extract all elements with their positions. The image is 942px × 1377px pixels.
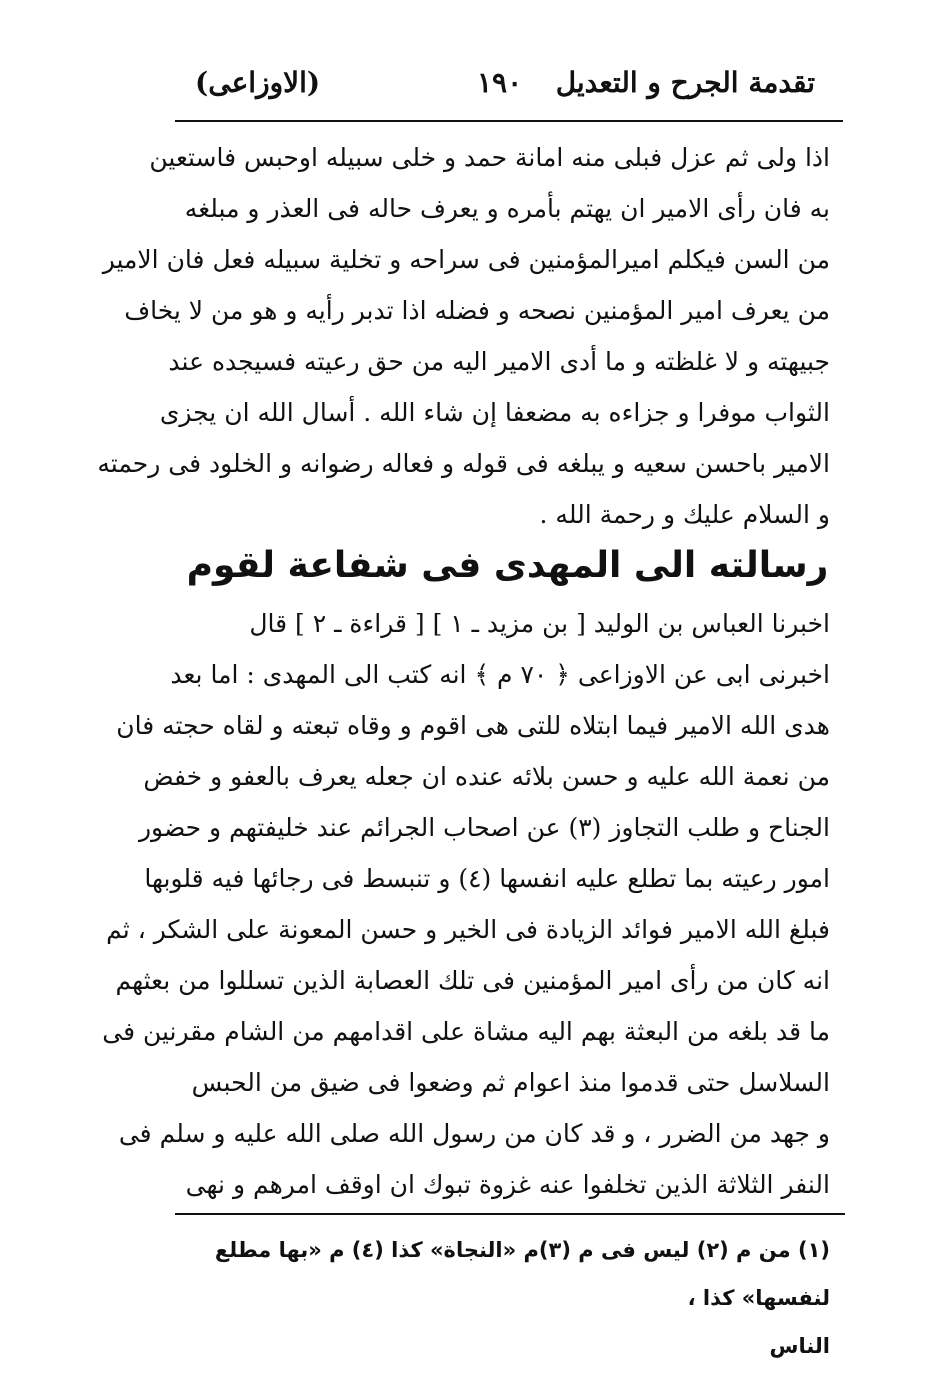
footnote-line: (١) من م (٢) ليس فى م (٣)م «النجاة» كذا (٤) م «بها مطلع لنفسها» كذا ، bbox=[214, 1238, 830, 1310]
footnotes bbox=[185, 1226, 830, 1370]
text-line: اذا ولى ثم عزل فبلى منه امانة حمد و خلى سبيله اوحبس فاستعين bbox=[149, 143, 830, 172]
text-line: السلاسل حتى قدموا منذ اعوام ثم وضعوا فى ضيق من الحبس bbox=[191, 1068, 830, 1097]
text-line: اخبرنى ابى عن الاوزاعى ﴿ ٧٠ م ﴾ انه كتب الى المهدى : اما بعد bbox=[170, 660, 830, 689]
section-heading: رسالته الى المهدى فى شفاعة لقوم bbox=[186, 545, 829, 586]
text-line: و جهد من الضرر ، و قد كان من رسول الله صلى الله عليه و سلم فى bbox=[118, 1119, 830, 1148]
text-line: امور رعيته بما تطلع عليه انفسها (٤) و تنبسط فى رجائها فيه قلوبها bbox=[144, 864, 830, 893]
text-line: به فان رأى الامير ان يهتم بأمره و يعرف حاله فى العذر و مبلغه bbox=[184, 194, 830, 223]
text-line: من يعرف امير المؤمنين نصحه و فضله اذا تدبر رأيه و هو من لا يخاف bbox=[124, 296, 830, 325]
text-line: الجناح و طلب التجاوز (٣) عن اصحاب الجرائم عند خليفتهم و حضور bbox=[138, 813, 830, 842]
header-rule bbox=[175, 120, 843, 122]
text-line: اخبرنا العباس بن الوليد [ بن مزيد ـ ١ ] [ قراءة ـ ٢ ] قال bbox=[249, 609, 830, 638]
section-title: (الاوزاعى) bbox=[195, 66, 321, 99]
footnote-rule bbox=[175, 1213, 845, 1215]
text-line: هدى الله الامير فيما ابتلاه للتى هى اقوم و وقاه تبعته و لقاه حجته فان bbox=[116, 711, 830, 740]
text-line: فبلغ الله الامير فوائد الزيادة فى الخير و حسن المعونة على الشكر ، ثم bbox=[106, 915, 830, 944]
book-title: تقدمة الجرح و التعديل bbox=[555, 66, 815, 99]
text-line: جبيهته و لا غلظته و ما أدى الامير اليه من حق رعيته فسيجده عند bbox=[168, 347, 830, 376]
text-line: النفر الثلاثة الذين تخلفوا عنه غزوة تبوك ان اوقف امرهم و نهى bbox=[185, 1170, 830, 1199]
text-line: و السلام عليك و رحمة الله . bbox=[539, 500, 830, 529]
body-paragraph-2 bbox=[102, 598, 830, 1210]
body-paragraph-1 bbox=[97, 132, 830, 540]
page-number: ١٩٠ bbox=[477, 66, 523, 99]
page-header bbox=[185, 66, 815, 112]
text-line: ما قد بلغه من البعثة بهم اليه مشاة على اقدامهم من الشام مقرنين فى bbox=[102, 1017, 830, 1046]
text-line: انه كان من رأى امير المؤمنين فى تلك العصابة الذين تسللوا من بعثهم bbox=[115, 966, 830, 995]
text-line: الامير باحسن سعيه و يبلغه فى قوله و فعاله رضوانه و الخلود فى رحمته bbox=[97, 449, 830, 478]
text-line: الثواب موفرا و جزاءه به مضعفا إن شاء الله . أسال الله ان يجزى bbox=[159, 398, 830, 427]
footnote-line: الناس bbox=[769, 1334, 830, 1358]
text-line: من السن فيكلم اميرالمؤمنين فى سراحه و تخلية سبيله فعل فان الامير bbox=[102, 245, 830, 274]
text-line: من نعمة الله عليه و حسن بلائه عنده ان جعله يعرف بالعفو و خفض bbox=[143, 762, 830, 791]
